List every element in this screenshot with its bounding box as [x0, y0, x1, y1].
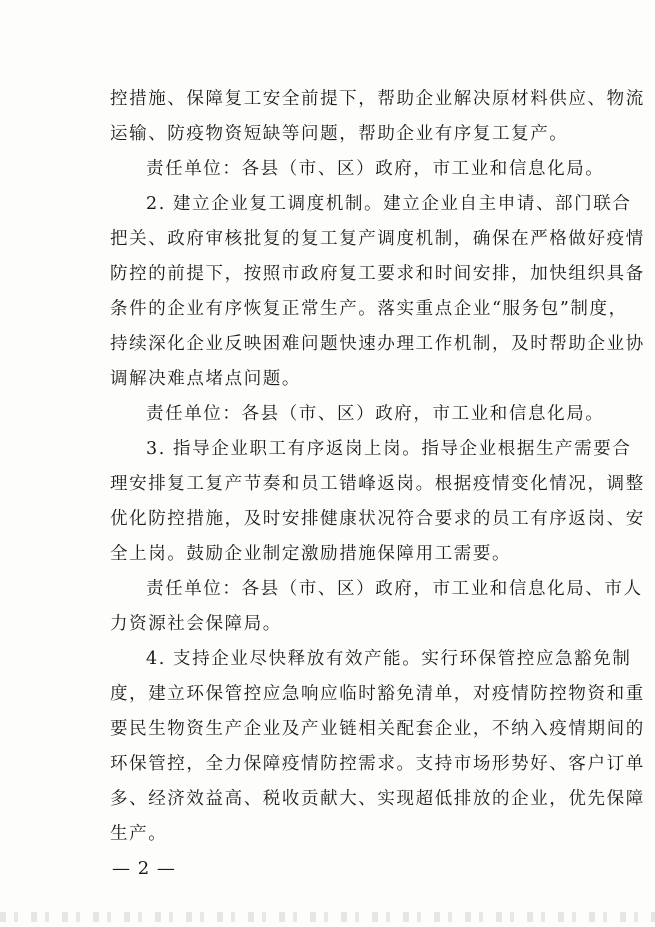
text-line: 度，建立环保管控应急响应临时豁免清单，对疫情防控物资和重 — [110, 684, 645, 704]
text-line: 环保管控，全力保障疫情防控需求。支持市场形势好、客户订单 — [110, 754, 645, 774]
text-line: 防控的前提下，按照市政府复工要求和时间安排，加快组织具备 — [110, 264, 645, 284]
section-heading-line: 2. 建立企业复工调度机制。建立企业自主申请、部门联合 — [146, 194, 632, 214]
text-line: 理安排复工复产节奏和员工错峰返岗。根据疫情变化情况，调整 — [110, 474, 645, 494]
text-line: 优化防控措施，及时安排健康状况符合要求的员工有序返岗、安 — [110, 509, 645, 529]
text-line: 把关、政府审核批复的复工复产调度机制，确保在严格做好疫情 — [110, 229, 645, 249]
responsibility-line: 责任单位：各县（市、区）政府，市工业和信息化局。 — [146, 159, 605, 179]
text-line: 全上岗。鼓励企业制定激励措施保障用工需要。 — [110, 544, 512, 564]
text-line: 力资源社会保障局。 — [110, 614, 282, 634]
text-line: 调解决难点堵点问题。 — [110, 369, 301, 389]
responsibility-line: 责任单位：各县（市、区）政府，市工业和信息化局。 — [146, 404, 605, 424]
responsibility-line: 责任单位：各县（市、区）政府，市工业和信息化局、市人 — [146, 579, 643, 599]
text-line: 运输、防疫物资短缺等问题，帮助企业有序复工复产。 — [110, 124, 569, 144]
text-line-last: 生产。 — [110, 824, 168, 844]
section-heading-line: 4. 支持企业尽快释放有效产能。实行环保管控应急豁免制 — [146, 649, 632, 669]
page-number: — 2 — — [112, 858, 176, 879]
section-heading-line: 3. 指导企业职工有序返岗上岗。指导企业根据生产需要合 — [146, 439, 632, 459]
text-line: 持续深化企业反映困难问题快速办理工作机制，及时帮助企业协 — [110, 334, 645, 354]
text-line: 要民生物资生产企业及产业链相关配套企业，不纳入疫情期间的 — [110, 719, 645, 739]
text-line: 条件的企业有序恢复正常生产。落实重点企业“服务包”制度， — [110, 299, 628, 319]
text-line: 控措施、保障复工安全前提下，帮助企业解决原材料供应、物流 — [110, 89, 645, 109]
text-line: 多、经济效益高、税收贡献大、实现超低排放的企业，优先保障 — [110, 789, 645, 809]
scan-artifact — [0, 912, 655, 922]
